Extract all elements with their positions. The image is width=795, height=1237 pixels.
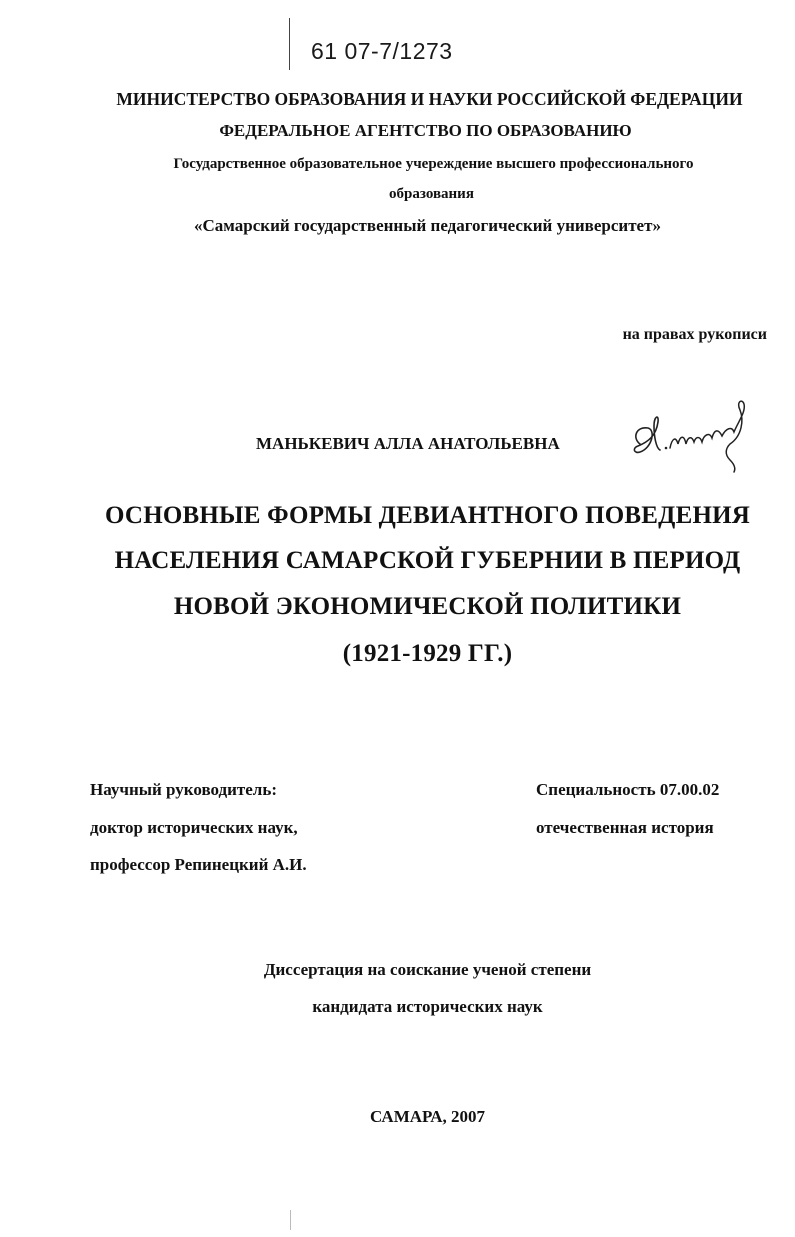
thesis-title-line-3: НОВОЙ ЭКОНОМИЧЕСКОЙ ПОЛИТИКИ <box>173 593 682 620</box>
ministry-heading: МИНИСТЕРСТВО ОБРАЗОВАНИЯ И НАУКИ РОССИЙСКОЙ ФЕДЕРАЦИИ <box>116 89 743 109</box>
institution-line-1: Государственное образовательное учереждение высшего профессионального <box>173 156 694 172</box>
supervisor-degree: доктор исторических наук, <box>90 818 298 837</box>
supervisor-label: Научный руководитель: <box>90 780 277 799</box>
scan-margin-mark <box>289 18 290 70</box>
author-signature <box>626 392 756 478</box>
university-name: «Самарский государственный педагогический университет» <box>194 216 661 235</box>
specialty-code: Специальность 07.00.02 <box>536 780 720 799</box>
supervisor-name: профессор Репинецкий А.И. <box>90 855 307 874</box>
scan-bottom-mark <box>290 1210 291 1230</box>
archive-number: 61 07-7/1273 <box>311 38 453 64</box>
thesis-title-years: (1921-1929 ГГ.) <box>342 640 513 667</box>
thesis-degree-line-2: кандидата исторических наук <box>312 997 543 1016</box>
thesis-degree-line-1: Диссертация на соискание ученой степени <box>263 960 592 979</box>
city-year: САМАРА, 2007 <box>369 1107 485 1126</box>
specialty-name: отечественная история <box>536 818 714 837</box>
institution-line-2: образования <box>389 186 474 202</box>
thesis-title-line-1: ОСНОВНЫЕ ФОРМЫ ДЕВИАНТНОГО ПОВЕДЕНИЯ <box>104 502 750 529</box>
author-name: МАНЬКЕВИЧ АЛЛА АНАТОЛЬЕВНА <box>256 434 560 453</box>
manuscript-note: на правах рукописи <box>622 326 767 343</box>
agency-heading: ФЕДЕРАЛЬНОЕ АГЕНТСТВО ПО ОБРАЗОВАНИЮ <box>219 121 632 140</box>
thesis-title-line-2: НАСЕЛЕНИЯ САМАРСКОЙ ГУБЕРНИИ В ПЕРИОД <box>114 547 741 574</box>
